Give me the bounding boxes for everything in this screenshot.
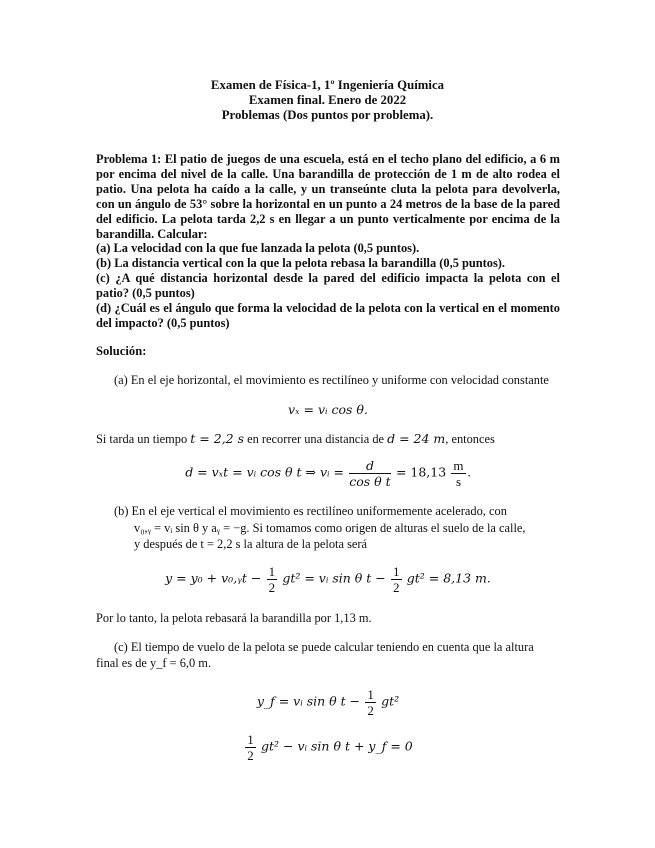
equation-height-part-2: gt² = vᵢ sin θ t − bbox=[282, 570, 386, 586]
question-a: (a) La velocidad con la que fue lanzada la pelota (0,5 puntos). bbox=[96, 241, 420, 256]
equation-final-height bbox=[96, 687, 560, 718]
fraction-half bbox=[365, 687, 376, 718]
solution-a-text: (a) En el eje horizontal, el movimiento es rectilíneo y uniforme con velocidad constante bbox=[114, 373, 549, 387]
fraction-denominator: 2 bbox=[268, 580, 276, 595]
solution-c-line-1: (c) El tiempo de vuelo de la pelota se puede calcular teniendo en cuenta que la altura bbox=[114, 640, 534, 654]
solution-title: Solución: bbox=[96, 344, 147, 358]
solution-b-conclusion: Por lo tanto, la pelota rebasará la barandilla por 1,13 m. bbox=[96, 611, 372, 625]
header-line-2: Examen final. Enero de 2022 bbox=[248, 93, 407, 107]
text-fragment: Si tarda un tiempo bbox=[96, 432, 191, 446]
fraction-units bbox=[451, 458, 465, 489]
solution-b-line-3: y después de t = 2,2 s la altura de la pelota será bbox=[134, 537, 368, 551]
fraction-half bbox=[391, 564, 402, 595]
problem-statement: Problema 1: El patio de juegos de una escuela, está en el techo plano del edificio, a 6 m por encima del nivel de la calle. Una barandilla de protección de 1 m de alto rodea el patio. Una pelota ha caído a la calle, y un transeúnte cluta la pelota para devolverla, con un ángulo de 53° sobre la horizontal en un punto a 24 metros de la base de la pared del edificio. La pelota tarda 2,2 s en llegar a un punto verticalmente por encima de la barandilla. Calcular: bbox=[96, 152, 560, 241]
solution-b-line-1: (b) En el eje vertical el movimiento es rectilíneo uniformemente acelerado, con bbox=[114, 504, 507, 518]
question-c: (c) ¿A qué distancia horizontal desde la pared del edificio impacta la pelota con el patio? (0,5 puntos) bbox=[96, 271, 560, 301]
fraction-denominator: 2 bbox=[367, 703, 374, 718]
solution-c-text bbox=[96, 639, 560, 671]
solution-c-line-2: final es de y_f = 6,0 m. bbox=[96, 656, 212, 670]
fraction-numerator: 1 bbox=[268, 564, 276, 579]
fraction-numerator: 1 bbox=[247, 732, 254, 747]
equation-final-height-part-1: y_f = vᵢ sin θ t − bbox=[256, 693, 361, 709]
question-b: (b) La distancia vertical con la que la pelota rebasa la barandilla (0,5 puntos). bbox=[96, 256, 506, 271]
unit-denominator: s bbox=[455, 474, 462, 489]
equation-final-height-part-2: gt² bbox=[381, 693, 400, 709]
solution-b-text bbox=[96, 503, 560, 553]
equation-height bbox=[96, 564, 560, 595]
fraction-half bbox=[267, 564, 278, 595]
text-fragment: en recorrer una distancia de bbox=[244, 432, 388, 446]
equation-vi-left: d = vₓt = vᵢ cos θ t ⇒ vᵢ = bbox=[185, 464, 344, 480]
equation-quadratic-text: gt² − vᵢ sin θ t + y_f = 0 bbox=[261, 738, 413, 754]
equation-vi-result: = 18,13 bbox=[395, 464, 447, 480]
solution-a-text-2 bbox=[96, 431, 560, 447]
header-line-1: Examen de Física-1, 1º Ingeniería Química bbox=[210, 78, 445, 92]
fraction-denominator: 2 bbox=[393, 580, 400, 595]
fraction-numerator: d bbox=[349, 458, 390, 474]
time-value: t = 2,2 s bbox=[190, 431, 245, 446]
fraction-denominator: cos θ t bbox=[349, 474, 391, 489]
fraction-denominator: 2 bbox=[247, 748, 254, 763]
fraction-numerator: 1 bbox=[393, 564, 400, 579]
text-fragment: , entonces bbox=[445, 432, 495, 446]
header-line-3: Problemas (Dos puntos por problema). bbox=[221, 108, 434, 122]
unit-numerator: m bbox=[453, 458, 464, 473]
fraction-half bbox=[245, 732, 256, 763]
equation-vi: d = vₓt = vᵢ cos θ t ⇒ vᵢ = $\frac{d}{\text{cos θ t}}$ = 18,13 $\frac{m}{s}$ . bbox=[185, 458, 471, 489]
problem-statement-block bbox=[96, 152, 560, 331]
exam-header bbox=[0, 78, 655, 123]
equation-vx bbox=[96, 402, 560, 418]
distance-value: d = 24 m bbox=[387, 431, 446, 446]
equation-vx-text: vₓ = vᵢ cos θ. bbox=[288, 402, 368, 417]
fraction-d-over-cos bbox=[349, 458, 390, 489]
equation-height-part-3: gt² = 8,13 m. bbox=[406, 570, 491, 586]
fraction-numerator: 1 bbox=[367, 687, 374, 702]
equation-quadratic bbox=[96, 732, 560, 763]
equation-height-part-1: y = y₀ + v₀,ᵧt − bbox=[165, 570, 262, 586]
solution-b-line-2: v₀,ᵧ = vᵢ sin θ y aᵧ = −g. Si tomamos como origen de alturas el suelo de la calle, bbox=[134, 520, 526, 535]
question-d: (d) ¿Cuál es el ángulo que forma la velocidad de la pelota con la vertical en el momento del impacto? (0,5 puntos) bbox=[96, 301, 560, 330]
